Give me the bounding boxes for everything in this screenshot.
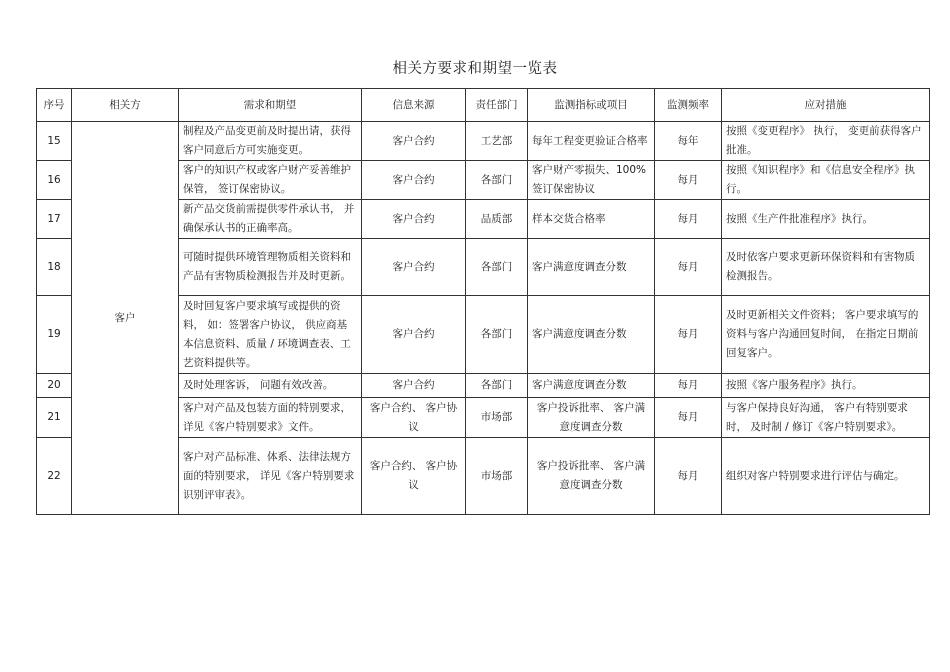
row-freq: 每月 <box>655 438 722 515</box>
row-no: 22 <box>37 438 72 515</box>
row-freq: 每月 <box>655 200 722 239</box>
row-dept: 品质部 <box>466 200 528 239</box>
row-metric: 客户财产零损失、100%签订保密协议 <box>528 161 655 200</box>
row-metric: 每年工程变更验证合格率 <box>528 122 655 161</box>
row-dept: 工艺部 <box>466 122 528 161</box>
row-freq: 每月 <box>655 161 722 200</box>
row-need: 客户对产品标准、体系、法律法规方面的特别要求， 详见《客户特别要求识别评审表》。 <box>179 438 362 515</box>
row-dept: 各部门 <box>466 296 528 374</box>
row-source: 客户合约 <box>362 239 466 296</box>
row-freq: 每月 <box>655 296 722 374</box>
row-action: 按照《知识程序》和《信息安全程序》执行。 <box>722 161 930 200</box>
row-action: 与客户保持良好沟通， 客户有特别要求时， 及时制 / 修订《客户特别要求》。 <box>722 398 930 438</box>
page-title: 相关方要求和期望一览表 <box>392 61 558 77</box>
row-dept: 各部门 <box>466 374 528 398</box>
row-dept: 市场部 <box>466 438 528 515</box>
header-party: 相关方 <box>72 89 179 122</box>
row-action: 及时更新相关文件资料； 客户要求填写的资料与客户沟通回复时间， 在指定日期前回复客户。 <box>722 296 930 374</box>
row-need: 及时处理客诉， 问题有效改善。 <box>179 374 362 398</box>
row-metric: 客户满意度调查分数 <box>528 296 655 374</box>
row-freq: 每月 <box>655 239 722 296</box>
row-metric: 客户满意度调查分数 <box>528 374 655 398</box>
row-action: 按照《客户服务程序》执行。 <box>722 374 930 398</box>
row-metric: 客户投诉批率、 客户满意度调查分数 <box>528 438 655 515</box>
row-source: 客户合约、 客户协议 <box>362 438 466 515</box>
row-dept: 市场部 <box>466 398 528 438</box>
row-source: 客户合约 <box>362 374 466 398</box>
table-header-row <box>37 89 930 122</box>
row-source: 客户合约 <box>362 296 466 374</box>
header-action: 应对措施 <box>722 89 930 122</box>
row-need: 及时回复客户要求填写或提供的资料， 如：签署客户协议， 供应商基本信息资料、质量 / 环境调查表、工艺资料提供等。 <box>179 296 362 374</box>
row-action: 按照《变更程序》 执行， 变更前获得客户批准。 <box>722 122 930 161</box>
row-need: 客户对产品及包装方面的特别要求， 详见《客户特别要求》文件。 <box>179 398 362 438</box>
row-no: 20 <box>37 374 72 398</box>
row-dept: 各部门 <box>466 161 528 200</box>
header-freq: 监测频率 <box>655 89 722 122</box>
row-metric: 客户投诉批率、 客户满意度调查分数 <box>528 398 655 438</box>
row-metric: 客户满意度调查分数 <box>528 239 655 296</box>
header-metric: 监测指标或项目 <box>528 89 655 122</box>
row-no: 21 <box>37 398 72 438</box>
table-row <box>37 122 930 161</box>
row-no: 15 <box>37 122 72 161</box>
row-source: 客户合约 <box>362 200 466 239</box>
header-dept: 责任部门 <box>466 89 528 122</box>
row-freq: 每年 <box>655 122 722 161</box>
row-no: 17 <box>37 200 72 239</box>
row-no: 19 <box>37 296 72 374</box>
row-metric: 样本交货合格率 <box>528 200 655 239</box>
header-no: 序号 <box>37 89 72 122</box>
party-cell: 客户 <box>72 122 179 515</box>
row-need: 新产品交货前需提供零件承认书， 并确保承认书的正确率高。 <box>179 200 362 239</box>
row-source: 客户合约 <box>362 122 466 161</box>
row-action: 组织对客户特别要求进行评估与确定。 <box>722 438 930 515</box>
row-no: 16 <box>37 161 72 200</box>
row-action: 按照《生产件批准程序》执行。 <box>722 200 930 239</box>
row-need: 客户的知识产权或客户财产妥善维护保管， 签订保密协议。 <box>179 161 362 200</box>
row-dept: 各部门 <box>466 239 528 296</box>
row-no: 18 <box>37 239 72 296</box>
header-source: 信息来源 <box>362 89 466 122</box>
requirements-table <box>36 88 930 515</box>
row-source: 客户合约、 客户协议 <box>362 398 466 438</box>
row-freq: 每月 <box>655 374 722 398</box>
row-source: 客户合约 <box>362 161 466 200</box>
header-need: 需求和期望 <box>179 89 362 122</box>
row-need: 可随时提供环境管理物质相关资料和产品有害物质检测报告并及时更新。 <box>179 239 362 296</box>
row-action: 及时依客户要求更新环保资料和有害物质检测报告。 <box>722 239 930 296</box>
row-freq: 每月 <box>655 398 722 438</box>
row-need: 制程及产品变更前及时提出请，获得客户同意后方可实施变更。 <box>179 122 362 161</box>
